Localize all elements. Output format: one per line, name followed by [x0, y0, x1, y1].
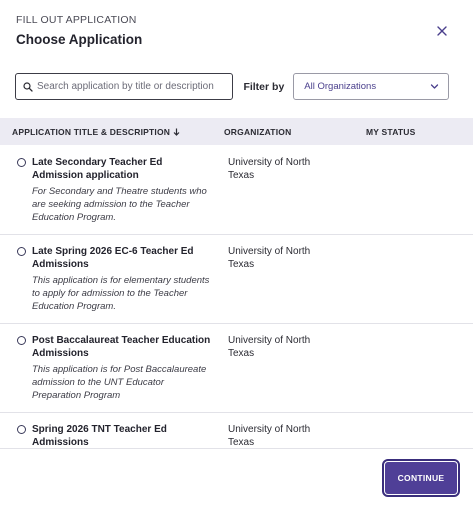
chevron-down-icon: [430, 82, 439, 91]
row-radio[interactable]: [17, 247, 26, 256]
table-row[interactable]: [0, 146, 473, 235]
row-title: Spring 2026 TNT Teacher Ed Admissions: [32, 424, 167, 448]
close-icon: [435, 24, 449, 38]
row-description: For Secondary and Theatre students who are seeking admission to the Teacher Education Program.: [32, 186, 207, 223]
filter-label: Filter by: [243, 80, 285, 93]
row-radio[interactable]: [17, 425, 26, 434]
row-radio[interactable]: [17, 336, 26, 345]
dialog-header: [16, 14, 457, 54]
organization-select-value: All Organizations: [304, 81, 377, 92]
organization-select[interactable]: [293, 73, 449, 100]
search-input[interactable]: [37, 81, 227, 92]
footer-divider: [0, 448, 473, 449]
filter-bar: [15, 73, 449, 100]
row-description: This application is for Post Baccalaureate admission to the UNT Educator Preparation Program: [32, 364, 207, 401]
application-list: [0, 146, 473, 448]
table-header: [0, 118, 473, 145]
row-organization: University of North Texas: [228, 246, 311, 270]
dialog-eyebrow: FILL OUT APPLICATION: [16, 14, 137, 26]
search-box[interactable]: [15, 73, 233, 100]
search-icon: [23, 82, 33, 92]
row-title: Late Spring 2026 EC-6 Teacher Ed Admissions: [32, 246, 194, 270]
row-organization: University of North Texas: [228, 424, 311, 448]
row-title: Late Secondary Teacher Ed Admission application: [32, 157, 163, 181]
dialog-title: Choose Application: [16, 32, 143, 47]
close-button[interactable]: [435, 24, 449, 38]
column-header-title-label: APPLICATION TITLE & DESCRIPTION: [12, 126, 171, 137]
row-radio[interactable]: [17, 158, 26, 167]
column-header-organization: ORGANIZATION: [224, 126, 292, 137]
column-header-title[interactable]: [12, 127, 180, 137]
row-organization: University of North Texas: [228, 335, 311, 359]
row-organization: University of North Texas: [228, 157, 311, 181]
column-header-status: MY STATUS: [366, 126, 416, 137]
continue-button[interactable]: CONTINUE: [385, 462, 457, 494]
table-row[interactable]: [0, 413, 473, 448]
row-title: Post Baccalaureat Teacher Education Admissions: [32, 335, 211, 359]
table-row[interactable]: [0, 324, 473, 413]
table-row[interactable]: [0, 235, 473, 324]
row-description: This application is for elementary students to apply for admission to the Teacher Education Program.: [32, 275, 210, 312]
sort-down-icon: [173, 128, 180, 136]
